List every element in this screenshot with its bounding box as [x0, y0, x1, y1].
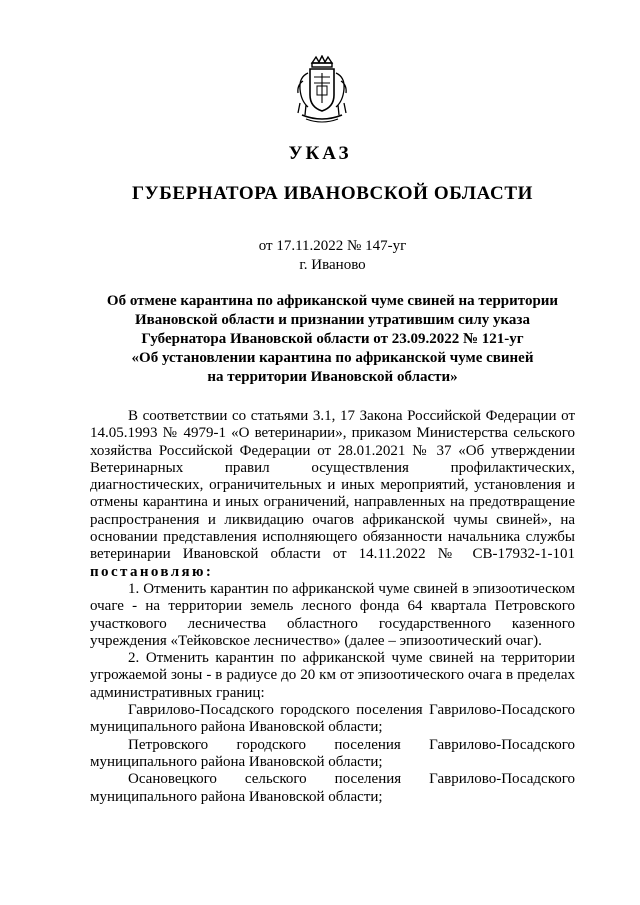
decree-heading: [90, 292, 575, 387]
decree-body: [90, 408, 575, 806]
date-number: от 17.11.2022 № 147-уг: [258, 238, 407, 254]
document-type-title: УКАЗ: [288, 143, 352, 164]
place-paragraph: Осановецкого сельского поселения Гаврилово-Посадского муниципального района Ивановской области;: [90, 771, 575, 805]
decree-word: постановляю:: [90, 563, 214, 580]
date-block: [0, 237, 640, 275]
issuer-title: ГУБЕРНАТОРА ИВАНОВСКОЙ ОБЛАСТИ: [131, 183, 534, 204]
heading-line: «Об установлении карантина по африканской чуме свиней: [131, 350, 534, 366]
heading-line: Губернатора Ивановской области от 23.09.2022 № 121-уг: [141, 331, 524, 347]
heading-line: Об отмене карантина по африканской чуме свиней на территории: [106, 293, 559, 309]
city-name: г. Иваново: [299, 257, 366, 273]
place-paragraph: Петровского городского поселения Гаврилово-Посадского муниципального района Ивановской области;: [90, 736, 575, 770]
preamble-paragraph: [90, 408, 575, 581]
item-2-paragraph: 2. Отменить карантин по африканской чуме свиней на территории угрожаемой зоны - в радиусе до 20 км от эпизоотического очага в пределах административных границ:: [90, 650, 575, 701]
preamble-text: В соответствии со статьями 3.1, 17 Закона Российской Федерации от 14.05.1993 № 4979-1 «О ветеринарии», приказом Министерства сельского хозяйства Российской Федерации от 28.01.2021 № 37 «Об утверждении Ветеринарных правил осуществления профилактических, диагностических, ограничительных и иных мероприятий, установления и отмены карантина и иных ограничений, направленных на предотвращение распространения и ликвидацию очагов африканской чумы свиней», на основании представления исполняющего обязанности начальника службы ветеринарии Ивановской области от 14.11.2022 № СВ-17932-1-101: [90, 408, 575, 563]
heading-line: Ивановской области и признании утратившим силу указа: [135, 312, 530, 328]
heading-line: на территории Ивановской области»: [207, 369, 458, 385]
place-paragraph: Гаврилово-Посадского городского поселения Гаврилово-Посадского муниципального района Ивановской области;: [90, 702, 575, 736]
item-1-paragraph: 1. Отменить карантин по африканской чуме свиней в эпизоотическом очаге - на территории земель лесного фонда 64 квартала Петровского участкового лесничества областного государственного казенного учреждения «Тейковское лесничество» (далее – эпизоотический очаг).: [90, 580, 575, 649]
coat-of-arms-emblem: [294, 55, 350, 125]
